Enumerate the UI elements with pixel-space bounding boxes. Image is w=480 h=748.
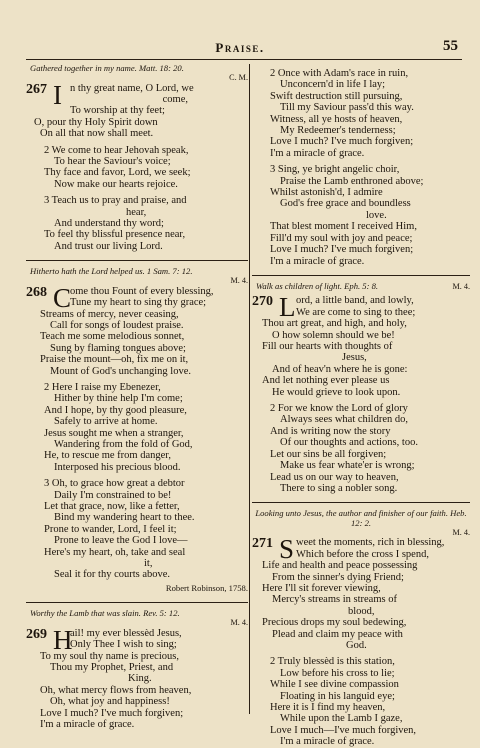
left-column (26, 64, 248, 730)
verse-line: 2 We come to hear Jehovah speak, (44, 144, 189, 156)
verse-line: To worship at thy feet; (70, 105, 165, 117)
verse-line: And let nothing ever please us (262, 375, 390, 387)
right-column (252, 64, 470, 748)
verse-line: That blest moment I received Him, (270, 221, 417, 233)
verse-line: Unconcern'd in life I lay; (280, 79, 386, 91)
stanza-1 (252, 292, 470, 398)
verse-line: Till my Saviour pass'd this way. (280, 102, 414, 114)
verse-line: Plead and claim my peace with (272, 628, 403, 640)
verse-line: O, pour thy Holy Spirit down (34, 116, 158, 128)
stanza-2 (252, 68, 470, 159)
verse-line: 2 For we know the Lord of glory (270, 403, 408, 415)
verse-line: Lead us on our way to heaven, (270, 471, 399, 483)
hymn-heading: Worthy the Lamb that was slain. Rev. 5: 12. M. 4. (30, 608, 248, 628)
verse-line: Now make our hearts rejoice. (54, 178, 178, 190)
verse-line: Mercy's streams in streams of (272, 594, 397, 606)
verse-line: n thy great name, O Lord, we (70, 82, 194, 94)
drop-cap: H (53, 624, 73, 655)
verse-line: Prone to leave the God I love— (54, 535, 188, 547)
hymn-separator (252, 275, 470, 276)
verse-line: Bind my wandering heart to thee. (54, 512, 195, 524)
verse-line: My Redeemer's tenderness; (280, 125, 396, 137)
verse-line: To feel thy blissful presence near, (44, 229, 186, 241)
verse-line: And trust our living Lord. (54, 240, 163, 252)
hymn-270 (252, 282, 470, 494)
verse-line: Thou my Prophet, Priest, and (50, 661, 174, 673)
verse-line: And I hope, by thy good pleasure, (44, 404, 187, 416)
verse-line: 3 Sing, ye bright angelic choir, (270, 164, 400, 176)
verse-line: Jesus, (342, 352, 367, 364)
verse-line: He, to rescue me from danger, (44, 450, 171, 462)
drop-cap: I (53, 79, 62, 110)
stanza-1 (26, 79, 248, 140)
hymn-separator (26, 602, 248, 603)
verse-line: come, (162, 93, 188, 105)
hymn-268 (26, 267, 248, 594)
verse-line: God. (346, 639, 367, 651)
verse-line: Fill'd my soul with joy and peace; (270, 232, 413, 244)
verse-line: O how solemn should we be! (272, 329, 395, 341)
verse-line: From the sinner's dying Friend; (272, 571, 404, 583)
verse-line: Life and health and peace possessing (262, 560, 418, 572)
verse-line: Daily I'm constrained to be! (54, 489, 172, 501)
stanza-3 (252, 164, 470, 267)
verse-line: hear, (126, 206, 147, 218)
verse-line: Streams of mercy, never ceasing, (40, 308, 179, 320)
verse-line: Wandering from the fold of God, (54, 438, 193, 450)
verse-line: Seal it for thy courts above. (54, 569, 171, 581)
stanza-2 (26, 382, 248, 473)
verse-line: I'm a miracle of grace. (40, 719, 135, 730)
hymn-number: 267 (26, 81, 47, 97)
verse-line: Love I much—I've much forgiven, (270, 724, 417, 736)
header-rule (26, 59, 462, 60)
verse-line: I'm a miracle of grace. (270, 255, 365, 267)
verse-line: ail! my ever blessèd Jesus, (70, 627, 182, 639)
hymn-heading: Looking unto Jesus, the author and finisher of our faith. Heb. 12: 2. M. 4. (255, 508, 470, 537)
hymn-meter: M. 4. (452, 527, 470, 537)
hymn-number: 270 (252, 294, 273, 310)
verse-line: Praise the mount—oh, fix me on it, (40, 354, 189, 366)
verse-line: To my soul thy name is precious, (40, 650, 179, 662)
stanza-3 (26, 195, 248, 252)
verse-line: love. (366, 209, 387, 221)
hymn-separator (26, 260, 248, 261)
verse-line: God's free grace and boundless (280, 198, 411, 210)
hymn-heading: Walk as children of light. Eph. 5: 8. M. 4. (256, 280, 470, 291)
column-divider (249, 64, 250, 714)
verse-line: ome thou Fount of every blessing, (70, 285, 214, 297)
hymn-number: 269 (26, 626, 47, 642)
verse-line: He would grieve to look upon. (272, 386, 401, 398)
verse-line: King. (128, 673, 152, 685)
hymn-meter: M. 4. (230, 618, 248, 628)
hymn-meter: C. M. (229, 73, 248, 82)
stanza-1 (252, 534, 470, 651)
verse-line: Mount of God's unchanging love. (50, 365, 192, 377)
hymn-heading: Hitherto hath the Lord helped us. 1 Sam. 7: 12. M. 4. (30, 266, 248, 286)
verse-line: 2 Truly blessèd is this station, (270, 656, 395, 668)
verse-line: Make us fear whate'er is wrong; (280, 460, 415, 472)
verse-line: While I see divine compassion (270, 679, 399, 691)
verse-line: And understand thy word; (54, 217, 164, 229)
hymn-number: 268 (26, 284, 47, 300)
verse-line: Here it is I find my heaven, (270, 702, 386, 713)
section-title: Praise. (215, 40, 265, 55)
hymn-meter: M. 4. (230, 276, 248, 286)
verse-line: 3 Teach us to pray and praise, and (44, 195, 187, 207)
verse-line: ord, a little band, and lowly, (296, 295, 414, 307)
verse-line: Here's my heart, oh, take and seal (44, 546, 186, 558)
verse-line: To hear the Saviour's voice; (54, 155, 171, 167)
stanza-2 (252, 656, 470, 747)
verse-line: it, (144, 558, 153, 570)
verse-line: 2 Once with Adam's race in ruin, (270, 68, 409, 79)
hymn-267 (26, 64, 248, 252)
verse-line: Tune my heart to sing thy grace; (70, 297, 207, 309)
verse-line: There to sing a nobler song. (280, 482, 398, 494)
verse-line: We are come to sing to thee; (296, 306, 416, 318)
verse-line: Thy face and favor, Lord, we seek; (44, 167, 191, 179)
verse-line: Praise the Lamb enthroned above; (280, 175, 424, 187)
verse-line: Interposed his precious blood. (54, 461, 181, 473)
verse-line: And of heav'n where he is gone: (272, 363, 408, 375)
verse-line: Always sees what children do, (280, 414, 409, 426)
hymn-269 (26, 609, 248, 730)
verse-line: Love I much? I've much forgiven; (270, 244, 414, 256)
stanza-3 (26, 478, 248, 581)
verse-line: Precious drops my soul bedewing, (262, 617, 407, 629)
verse-line: I'm a miracle of grace. (280, 736, 375, 748)
verse-line: Teach me some melodious sonnet, (40, 331, 185, 343)
verse-line: 3 Oh, to grace how great a debtor (44, 478, 185, 490)
hymn-271 (252, 509, 470, 747)
verse-line: Here I'll sit forever viewing, (262, 582, 381, 594)
drop-cap: L (279, 292, 296, 323)
verse-line: Of our thoughts and actions, too. (280, 437, 418, 449)
verse-line: Love I much? I've much forgiven; (270, 136, 414, 148)
verse-line: Safely to arrive at home. (54, 416, 158, 428)
verse-line: Thou art great, and high, and holy, (262, 318, 407, 330)
hymn-number: 271 (252, 536, 273, 552)
verse-line: Witness, all ye hosts of heaven, (270, 113, 403, 125)
verse-line: Only Thee I wish to sing; (70, 639, 177, 651)
verse-line: Floating in his languid eye; (280, 690, 395, 702)
hymn-meter: M. 4. (452, 281, 470, 291)
verse-line: Call for songs of loudest praise. (50, 319, 184, 331)
verse-line: 2 Here I raise my Ebenezer, (44, 381, 161, 393)
stanza-1 (26, 624, 248, 731)
hymn-separator (252, 502, 470, 503)
verse-line: Jesus sought me when a stranger, (44, 427, 184, 439)
verse-line: Which before the cross I spend, (296, 548, 429, 560)
verse-line: Hither by thine help I'm come; (54, 393, 183, 405)
stanza-1 (26, 282, 248, 377)
hymn-attribution: Robert Robinson, 1758. (165, 582, 248, 593)
verse-line: I'm a miracle of grace. (270, 147, 365, 159)
stanza-2 (26, 145, 248, 191)
verse-line: Whilst astonish'd, I admire (270, 187, 383, 199)
page-number: 55 (443, 38, 458, 54)
verse-line: On all that now shall meet. (40, 128, 154, 140)
verse-line: Prone to wander, Lord, I feel it; (44, 523, 177, 535)
verse-line: While upon the Lamb I gaze, (280, 713, 403, 725)
verse-line: Let our sins be all forgiven; (270, 448, 387, 460)
verse-line: Sung by flaming tongues above; (50, 342, 186, 354)
verse-line: Let that grace, now, like a fetter, (44, 501, 180, 512)
hymn-269-continued (252, 68, 470, 267)
verse-line: blood, (348, 605, 375, 617)
drop-cap: C (53, 282, 72, 313)
verse-line: Fill our hearts with thoughts of (262, 341, 393, 353)
verse-line: Love I much? I've much forgiven; (40, 707, 184, 719)
drop-cap: S (279, 534, 295, 565)
verse-line: And is writing now the story (270, 425, 391, 437)
verse-line: Low before his cross to lie; (280, 667, 395, 679)
verse-line: weet the moments, rich in blessing, (296, 537, 445, 549)
verse-line: Oh, what joy and happiness! (50, 696, 170, 708)
verse-line: Oh, what mercy flows from heaven, (40, 684, 192, 696)
stanza-2 (252, 403, 470, 494)
hymn-heading: Gathered together in my name. Matt. 18: 20. C. M. (30, 63, 248, 82)
verse-line: Swift destruction still pursuing, (270, 90, 403, 102)
